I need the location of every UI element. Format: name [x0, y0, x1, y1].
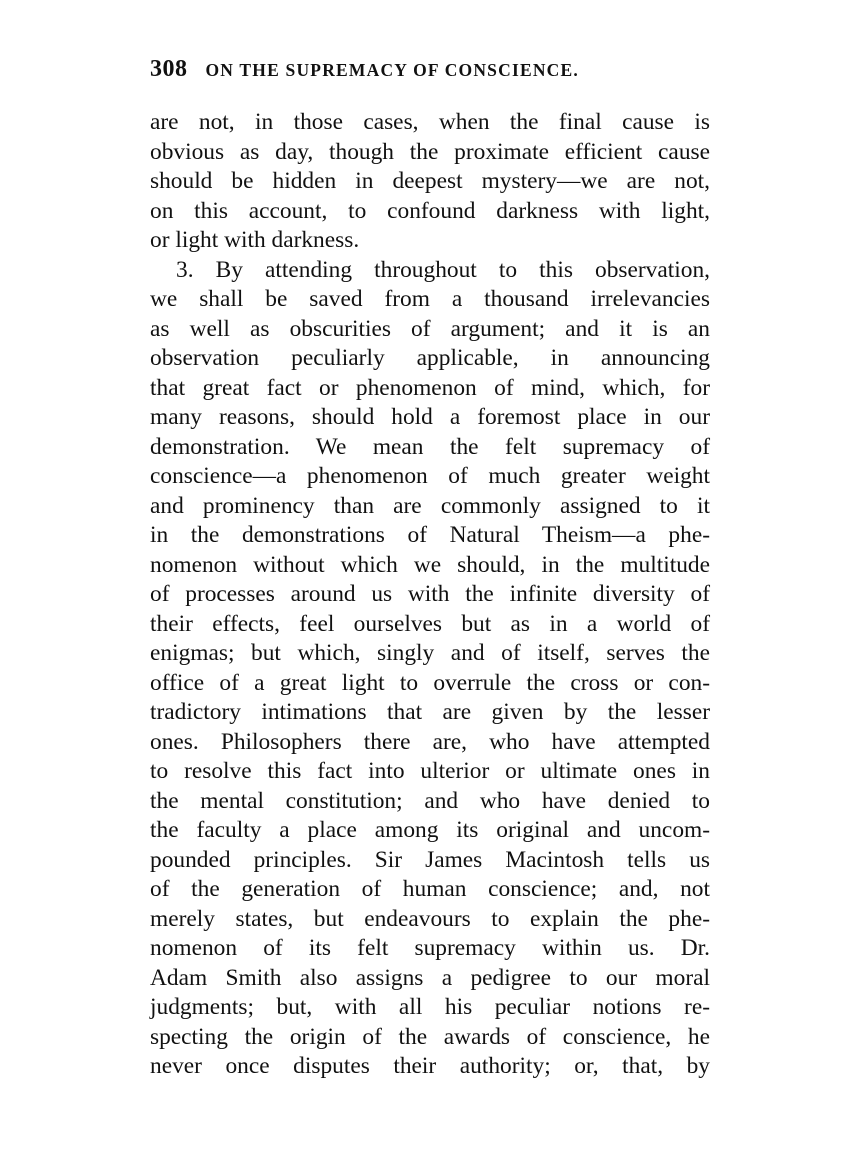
text-line: that great fact or phenomenon of mind, which, for: [150, 374, 710, 401]
text-line: as well as obscurities of argument; and it is an: [150, 315, 710, 342]
text-line: judgments; but, with all his peculiar notions re-: [150, 994, 710, 1020]
text-line: obvious as day, though the proximate efficient cause: [150, 138, 710, 165]
text-line: demonstration. We mean the felt supremacy of: [150, 433, 710, 460]
text-line: pounded principles. Sir James Macintosh tells us: [150, 846, 710, 873]
text-line: are not, in those cases, when the final cause is: [150, 109, 710, 135]
paragraph-start-line: 3. By attending throughout to this observation,: [176, 256, 710, 283]
text-line: of the generation of human conscience; and, not: [150, 876, 710, 902]
page-number: 308: [150, 56, 188, 82]
text-line: their effects, feel ourselves but as in a world of: [150, 610, 710, 637]
text-line: of processes around us with the infinite diversity of: [150, 581, 710, 607]
text-line: merely states, but endeavours to explain the phe-: [150, 905, 710, 932]
running-header: [150, 56, 700, 88]
text-line: conscience—a phenomenon of much greater weight: [150, 463, 710, 489]
text-line: nomenon of its felt supremacy within us. Dr.: [150, 935, 710, 961]
text-line: we shall be saved from a thousand irrelevancies: [150, 286, 710, 312]
text-line: office of a great light to overrule the cross or con-: [150, 669, 710, 696]
text-line: nomenon without which we should, in the multitude: [150, 551, 710, 578]
text-line: the faculty a place among its original and uncom-: [150, 817, 710, 843]
text-line: or light with darkness.: [150, 227, 360, 253]
text-line: tradictory intimations that are given by the lesser: [150, 699, 710, 725]
text-line: in the demonstrations of Natural Theism—a phe-: [150, 522, 710, 548]
text-line: many reasons, should hold a foremost place in our: [150, 404, 710, 430]
text-line: never once disputes their authority; or, that, by: [150, 1053, 710, 1079]
text-line: ones. Philosophers there are, who have attempted: [150, 728, 710, 755]
text-line: observation peculiarly applicable, in announcing: [150, 345, 710, 371]
text-line: to resolve this fact into ulterior or ultimate ones in: [150, 758, 710, 784]
text-line: specting the origin of the awards of conscience, he: [150, 1023, 710, 1050]
body-text: [150, 108, 710, 1082]
text-line: should be hidden in deepest mystery—we are not,: [150, 168, 710, 194]
text-line: and prominency than are commonly assigned to it: [150, 492, 710, 519]
text-line: the mental constitution; and who have denied to: [150, 787, 710, 814]
text-line: Adam Smith also assigns a pedigree to our moral: [150, 964, 710, 991]
text-line: enigmas; but which, singly and of itself, serves the: [150, 640, 710, 666]
text-line: on this account, to confound darkness with light,: [150, 197, 710, 224]
running-title: ON THE SUPREMACY OF CONSCIENCE.: [205, 60, 579, 80]
